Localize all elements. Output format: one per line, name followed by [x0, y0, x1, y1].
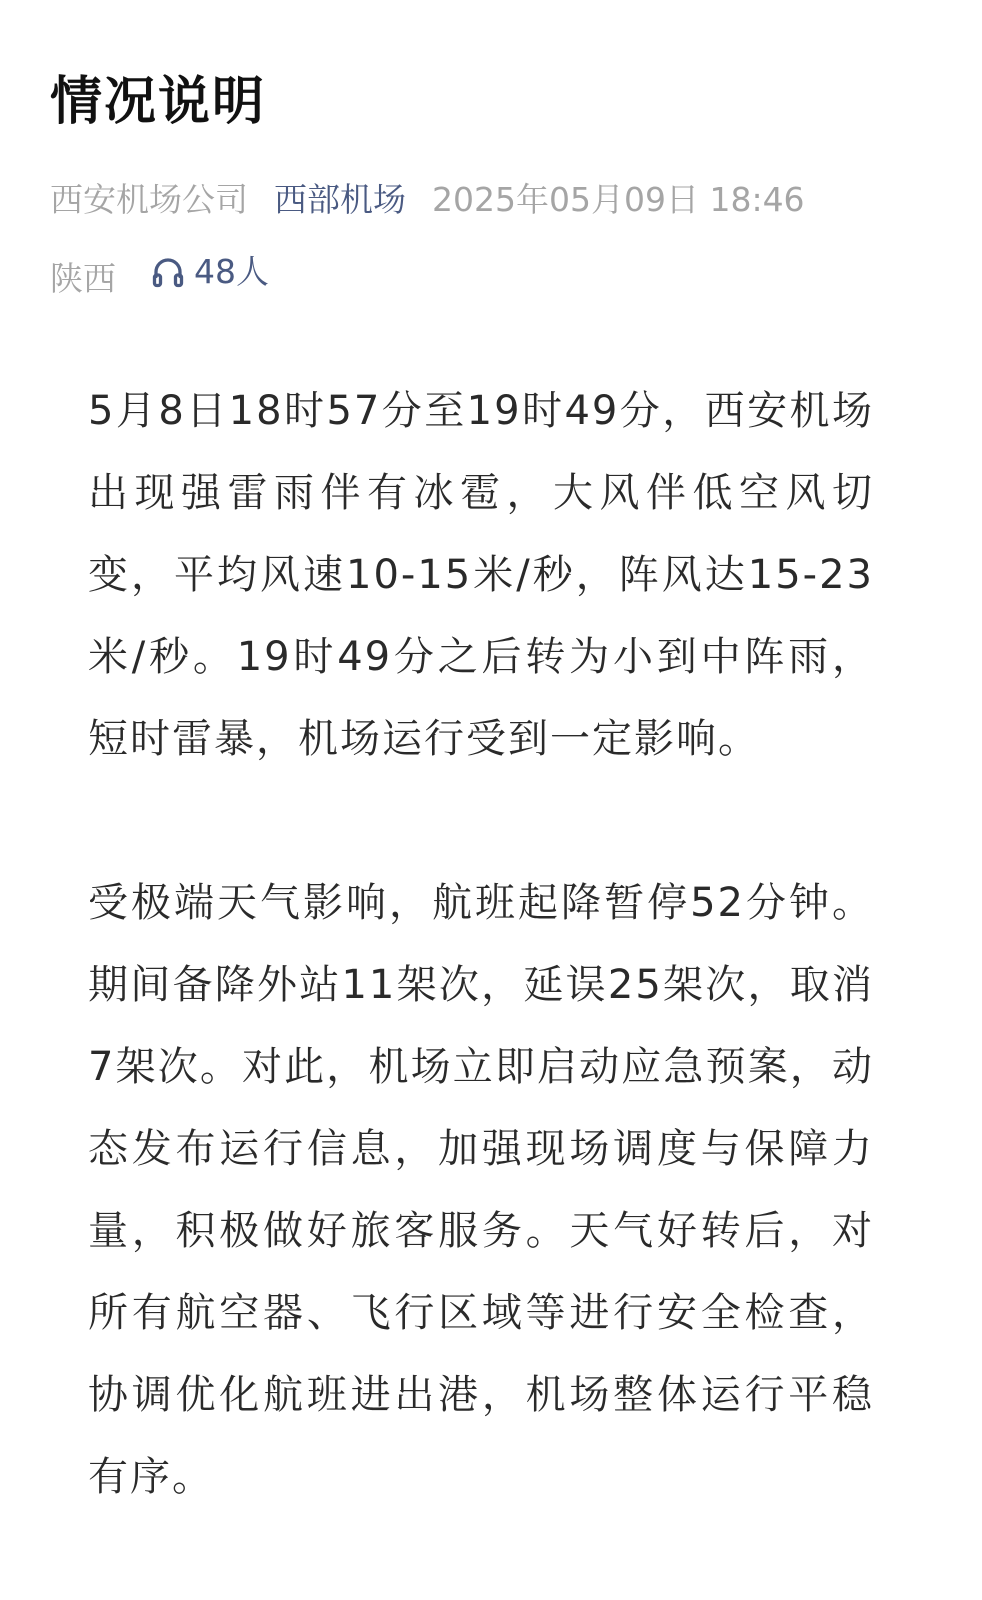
headphones-icon — [150, 254, 186, 290]
listen-count: 48人 — [194, 252, 269, 291]
region-label: 陕西 — [50, 259, 116, 298]
article-meta — [50, 178, 805, 222]
listen-button[interactable] — [150, 250, 269, 294]
article-meta-secondary — [50, 250, 269, 301]
article-title: 情况说明 — [50, 72, 267, 132]
source-name: 西安机场公司 — [50, 180, 248, 219]
article-paragraph: 5月8日18时57分至19时49分，西安机场出现强雷雨伴有冰雹，大风伴低空风切变，平均风速10-15米/秒，阵风达15-23米/秒。19时49分之后转为小到中阵雨，短时雷暴，机场运行受到一定影响。 — [88, 388, 874, 762]
article-paragraph: 受极端天气影响，航班起降暂停52分钟。期间备降外站11架次，延误25架次，取消7架次。对此，机场立即启动应急预案，动态发布运行信息，加强现场调度与保障力量，积极做好旅客服务。天气好转后，对所有航空器、飞行区域等进行安全检查，协调优化航班进出港，机场整体运行平稳有序。 — [88, 880, 874, 1500]
publish-datetime: 2025年05月09日 18:46 — [432, 180, 805, 219]
account-link[interactable]: 西部机场 — [274, 180, 406, 219]
